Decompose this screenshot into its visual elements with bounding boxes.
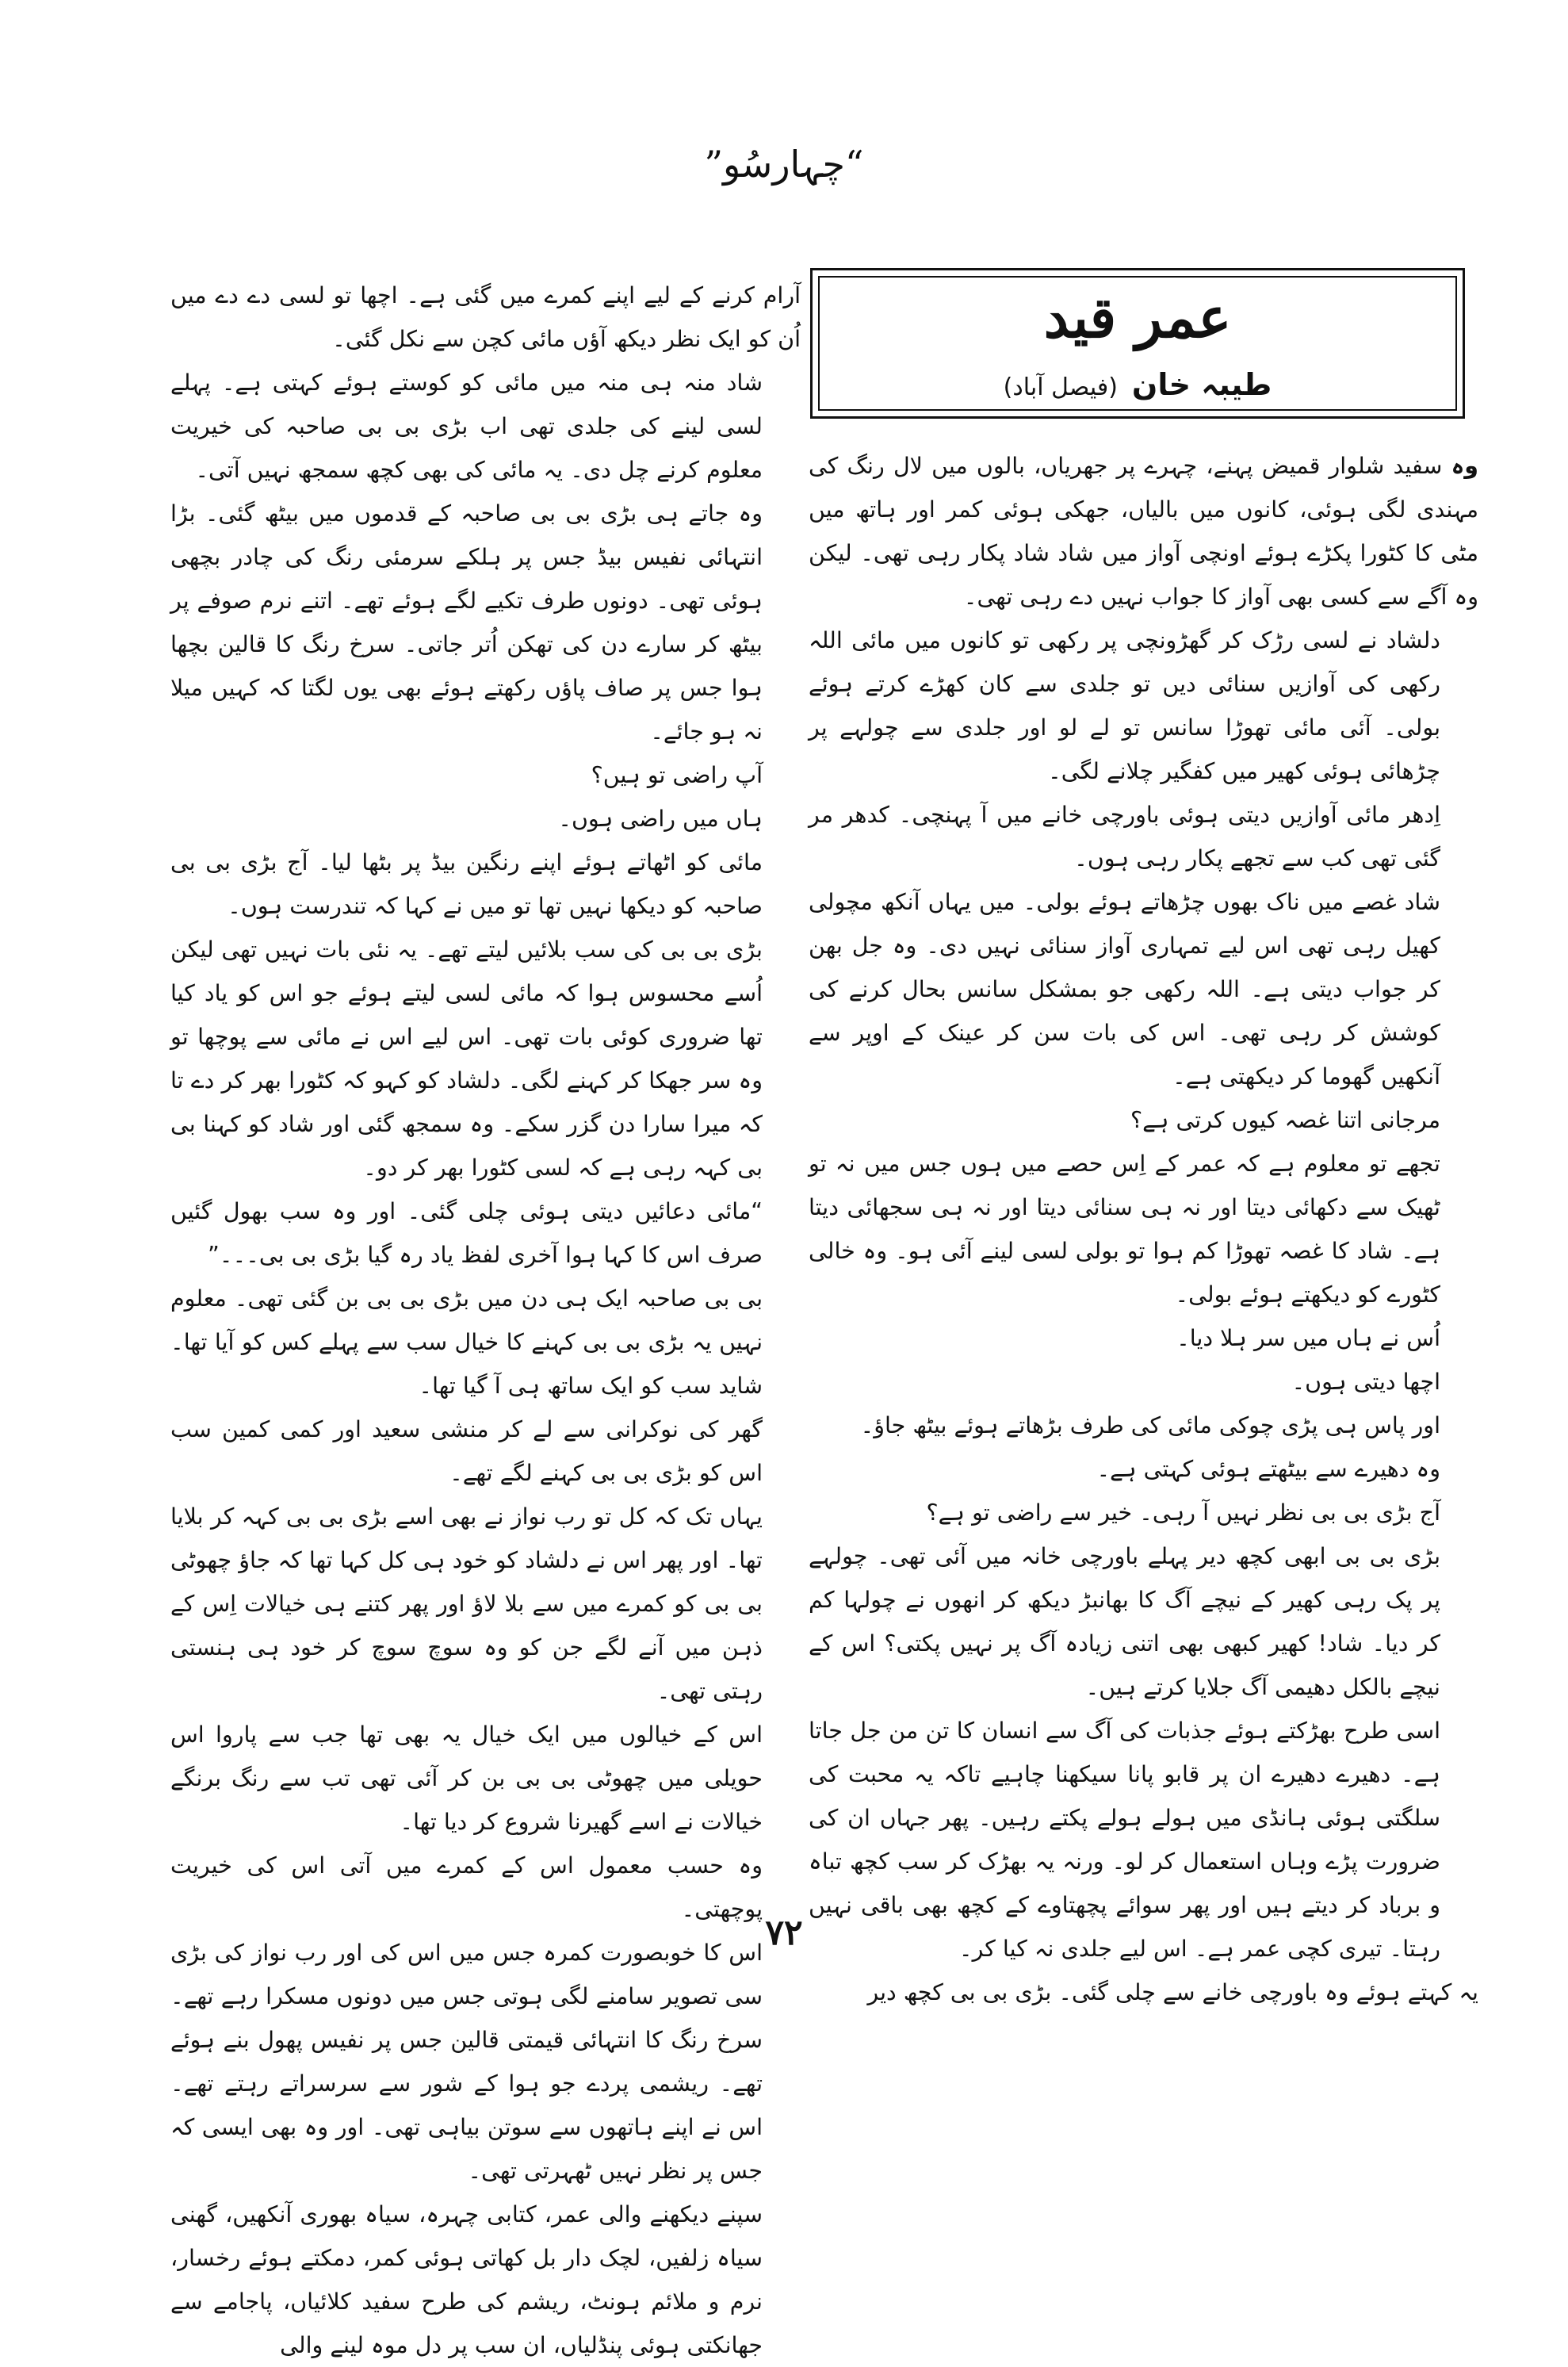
paragraph: ہاں میں راضی ہوں۔: [558, 806, 763, 832]
paragraph: وہ دھیرے سے بیٹھتے ہوئی کہتی ہے۔: [1096, 1456, 1440, 1482]
paragraph: سپنے دیکھنے والی عمر، کتابی چہرہ، سیاہ بھوری آنکھیں، گھنی سیاہ زلفیں، لچک دار بل کھاتی ہوئی کمر، دمکتے ہوئے رخسار، نرم و ملائم ہونٹ، ریشم کی طرح سفید کلائیاں، پاجامے سے جھانکتی ہوئی پنڈلیاں، ان سب پر دل موہ لینے والی: [170, 2201, 763, 2358]
paragraph: یہ کہتے ہوئے وہ باورچی خانے سے چلی گئی۔ بڑی بی بی کچھ دیر: [867, 1979, 1478, 2005]
paragraph: اِدھر مائی آوازیں دیتی ہوئی باورچی خانے میں آ پہنچی۔ کدھر مر گئی تھی کب سے تجھے پکار رہی ہوں۔: [809, 802, 1440, 871]
paragraph: بڑی بی بی کی سب بلائیں لیتے تھے۔ یہ نئی بات نہیں تھی لیکن اُسے محسوس ہوا کہ مائی لسی لیتے ہوئے جو اس کو یاد کیا تھا ضروری کوئی بات تھی۔ اس لیے اس نے مائی سے پوچھا تو وہ سر جھکا کر کہنے لگی۔ دلشاد کو کہو کہ کٹورا بھر کر دے تا کہ میرا سارا دن گزر سکے۔ وہ سمجھ گئی اور شاد کو کہنا بی بی کہہ رہی ہے کہ لسی کٹورا بھر کر دو۔: [170, 936, 763, 1181]
paragraph: گھر کی نوکرانی سے لے کر منشی سعید اور کمی کمین سب اس کو بڑی بی بی کہنے لگے تھے۔: [170, 1416, 763, 1486]
author-place: (فیصل آباد): [1003, 373, 1118, 401]
story-title-box: [810, 268, 1465, 419]
paragraph: اس کا خوبصورت کمرہ جس میں اس کی اور رب نواز کی بڑی سی تصویر سامنے لگی ہوتی جس میں دونوں مسکرا رہے تھے۔ سرخ رنگ کا انتہائی قیمتی قالین جس پر نفیس پھول بنے ہوئے تھے۔ ریشمی پردے جو ہوا کے شور سے سرسراتے رہتے تھے۔ اس نے اپنے ہاتھوں سے سوتن بیاہی تھی۔ اور وہ بھی ایسی کہ جس پر نظر نہیں ٹھہرتی تھی۔: [170, 1940, 763, 2184]
paragraph: دلشاد نے لسی رڑک کر گھڑونچی پر رکھی تو کانوں میں مائی اللہ رکھی کی آوازیں سنائی دیں تو جلدی سے کان کھڑے کرتے ہوئے بولی۔ آئی مائی تھوڑا سانس تو لے لو اور جلدی سے چولہے پر چڑھائی ہوئی کھیر میں کفگیر چلانے لگی۔: [809, 627, 1440, 784]
paragraph: “مائی دعائیں دیتی ہوئی چلی گئی۔ اور وہ سب بھول گئیں صرف اس کا کہا ہوا آخری لفظ یاد رہ گیا بڑی بی بی۔۔۔”: [170, 1198, 763, 1268]
paragraph: وہ حسب معمول اس کے کمرے میں آتی اس کی خیریت پوچھتی۔: [170, 1852, 763, 1922]
paragraph: مرجانی اتنا غصہ کیوں کرتی ہے؟: [1130, 1107, 1440, 1133]
paragraph: بڑی بی بی ابھی کچھ دیر پہلے باورچی خانہ میں آئی تھی۔ چولہے پر پک رہی کھیر کے نیچے آگ کا بھانبڑ دیکھ کر انھوں نے چولہا کم کر دیا۔ شاد! کھیر کبھی بھی اتنی زیادہ آگ پر نہیں پکتی؟ اس کے نیچے بالکل دھیمی آگ جلایا کرتے ہیں۔: [809, 1543, 1440, 1700]
paragraph: یہاں تک کہ کل تو رب نواز نے بھی اسے بڑی بی بی کہہ کر بلایا تھا۔ اور پھر اس نے دلشاد کو خود ہی کل کہا تھا کہ جاؤ چھوٹی بی بی کو کمرے میں سے بلا لاؤ اور پھر کتنے ہی خیالات اِس کے ذہن میں آنے لگے جن کو وہ سوچ سوچ کر خود ہی ہنستی رہتی تھی۔: [170, 1503, 763, 1704]
paragraph: اس کے خیالوں میں ایک خیال یہ بھی تھا جب سے پاروا اس حویلی میں چھوٹی بی بی بن کر آئی تھی تب سے رنگ برنگے خیالات نے اسے گھیرنا شروع کر دیا تھا۔: [170, 1722, 763, 1835]
page-number: ۷۲: [765, 1913, 803, 1953]
paragraph: آپ راضی تو ہیں؟: [591, 762, 763, 788]
paragraph: وہ جاتے ہی بڑی بی بی صاحبہ کے قدموں میں بیٹھ گئی۔ بڑا انتہائی نفیس بیڈ جس پر ہلکے سرمئی رنگ کی چادر بچھی ہوئی تھی۔ دونوں طرف تکیے لگے ہوئے تھے۔ اتنے نرم صوفے پر بیٹھ کر سارے دن کی تھکن اُتر جاتی۔ سرخ رنگ کا قالین بچھا ہوا جس پر صاف پاؤں رکھتے ہوئے بھی یوں لگتا کہ کہیں میلا نہ ہو جائے۔: [170, 500, 763, 745]
paragraph: بی بی صاحبہ ایک ہی دن میں بڑی بی بی بن گئی تھی۔ معلوم نہیں یہ بڑی بی بی کہنے کا خیال سب سے پہلے کس کو آیا تھا۔ شاید سب کو ایک ساتھ ہی آ گیا تھا۔: [170, 1285, 763, 1399]
paragraph: شاد غصے میں ناک بھوں چڑھاتے ہوئے بولی۔ میں یہاں آنکھ مچولی کھیل رہی تھی اس لیے تمہاری آواز سنائی نہیں دی۔ وہ جل بھن کر جواب دیتی ہے۔ اللہ رکھی جو بمشکل سانس بحال کرنے کی کوشش کر رہی تھی۔ اس کی بات سن کر عینک کے اوپر سے آنکھیں گھوما کر دیکھتی ہے۔: [809, 889, 1440, 1090]
story-title: عمر قید: [1043, 285, 1232, 350]
paragraph: آج بڑی بی بی نظر نہیں آ رہی۔ خیر سے راضی تو ہے؟: [926, 1499, 1440, 1526]
paragraph: وہ سفید شلوار قمیض پہنے، چہرے پر جھریاں، بالوں میں لال رنگ کی مہندی لگی ہوئی، کانوں میں بالیاں، جھکی ہوئی کمر اور ہاتھ میں مٹی کا کٹورا پکڑے ہوئے اونچی آواز میں شاد شاد پکار رہی تھی۔ لیکن وہ آگے سے کسی بھی آواز کا جواب نہیں دے رہی تھی۔: [809, 453, 1478, 610]
author-name: طیبہ خان: [1131, 367, 1272, 402]
paragraph: مائی کو اٹھاتے ہوئے اپنے رنگین بیڈ پر بٹھا لیا۔ آج بڑی بی بی صاحبہ کو دیکھا نہیں تھا تو میں نے کہا کہ تندرست ہوں۔: [170, 849, 763, 919]
running-head: “چہارسُو”: [704, 143, 864, 186]
paragraph: شاد منہ ہی منہ میں مائی کو کوستے ہوئے کہتی ہے۔ پہلے لسی لینے کی جلدی تھی اب بڑی بی بی صاحبہ کی خیریت معلوم کرنے چل دی۔ یہ مائی کی بھی کچھ سمجھ نہیں آتی۔: [170, 370, 763, 483]
left-column: [170, 274, 801, 2367]
paragraph: اچھا دیتی ہوں۔: [1291, 1369, 1440, 1395]
lead-word: وہ: [1451, 453, 1478, 479]
byline: [813, 367, 1463, 402]
paragraph: اور پاس ہی پڑی چوکی مائی کی طرف بڑھاتے ہوئے بیٹھ جاؤ۔: [860, 1412, 1440, 1438]
paragraph: اسی طرح بھڑکتے ہوئے جذبات کی آگ سے انسان کا تن من جل جاتا ہے۔ دھیرے دھیرے ان پر قابو پانا سیکھنا چاہیے تاکہ یہ محبت کی سلگتی ہوئی ہانڈی میں ہولے ہولے پکتے رہیں۔ پھر جہاں ان کی ضرورت پڑے وہاں استعمال کر لو۔ ورنہ یہ بھڑک کر سب کچھ تباہ و برباد کر دیتے ہیں اور پھر سوائے پچھتاوے کے کچھ بھی باقی نہیں رہتا۔ تیری کچی عمر ہے۔ اس لیے جلدی نہ کیا کر۔: [809, 1718, 1440, 1962]
paragraph: تجھے تو معلوم ہے کہ عمر کے اِس حصے میں ہوں جس میں نہ تو ٹھیک سے دکھائی دیتا اور نہ ہی سنائی دیتا اور نہ ہی سجھائی دیتا ہے۔ شاد کا غصہ تھوڑا کم ہوا تو بولی لسی لینے آئی ہو۔ وہ خالی کٹورے کو دیکھتے ہوئے بولی۔: [809, 1151, 1440, 1308]
paragraph: آرام کرنے کے لیے اپنے کمرے میں گئی ہے۔ اچھا تو لسی دے دے میں اُن کو ایک نظر دیکھ آؤں مائی کچن سے نکل گئی۔: [170, 282, 801, 352]
paragraph: اُس نے ہاں میں سر ہلا دیا۔: [1176, 1325, 1440, 1351]
right-column: [809, 444, 1478, 2014]
